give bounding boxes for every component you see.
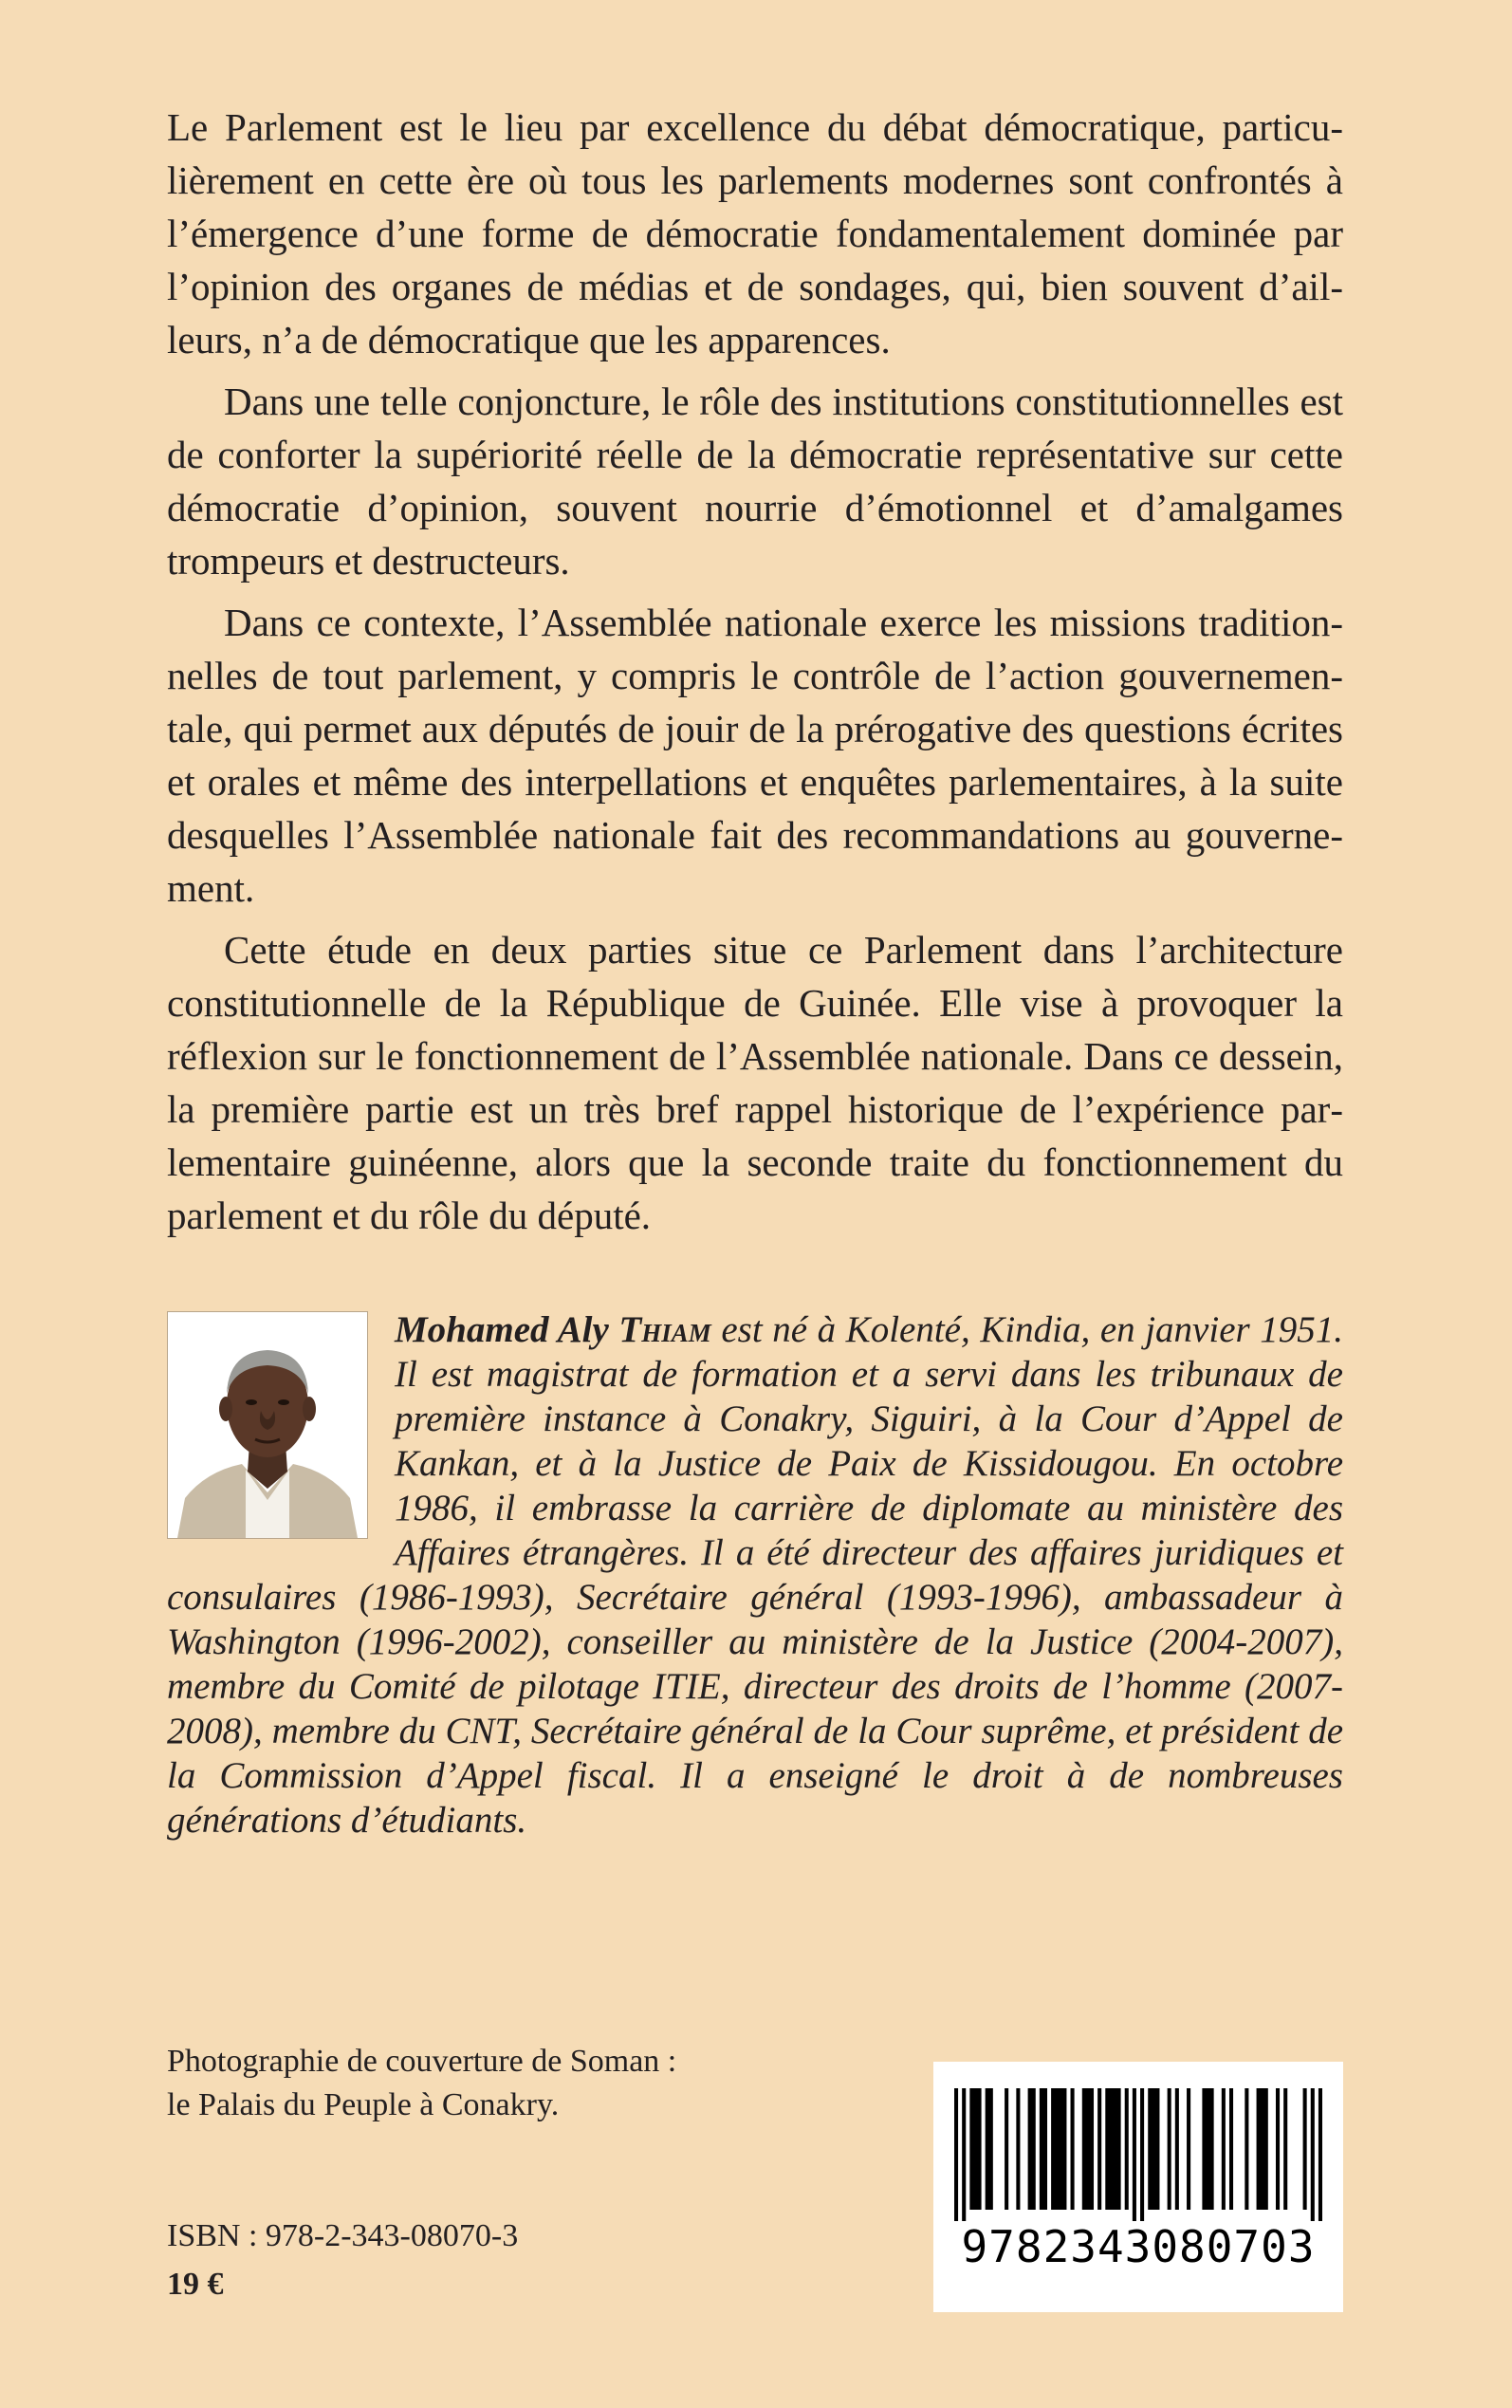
barcode (933, 2062, 1343, 2312)
barcode-bar (969, 2088, 981, 2210)
barcode-bar (1276, 2088, 1280, 2210)
price: 19 € (167, 2267, 224, 2302)
barcode-bar (1097, 2088, 1101, 2210)
barcode-bar (1257, 2088, 1268, 2210)
cover-credit-line-2: le Palais du Peuple à Conakry. (167, 2087, 560, 2122)
barcode-bar (1148, 2088, 1159, 2210)
author-name: Mohamed Aly (395, 1309, 609, 1350)
barcode-bar (1318, 2088, 1322, 2221)
barcode-bar (1311, 2088, 1315, 2221)
barcode-bar (1175, 2088, 1179, 2210)
author-bio-text: est né à Kolenté, Kindia, en janvier 1951. Il est magistrat de formation et a servi dans les tribunaux de première instance à Conakry, Siguiri, à la Cour d’Appel de Kankan, et à la Justice de Paix de Kissidougou. En octobre 1986, il embrasse la carrière de diplomate au ministère des Affaires étrangères. Il a été directeur des affaires juridiques et consulaires (1986-1993), Secrétaire général (1993-1996), ambassadeur à Washington (1996-2002), conseiller au ministère de la Justice (2004-2007), membre du Comité de pilotage ITIE, directeur des droits de l’homme (2007-2008), membre du CNT, Secrétaire général de la Cour suprême, et président de la Commission d’Appel fiscal. Il a enseigné le droit à de nombreuses générations d’étudiants. (167, 1309, 1344, 1841)
barcode-bar (986, 2088, 993, 2210)
barcode-bar (1140, 2088, 1144, 2221)
summary-paragraph-3: Dans ce contexte, l’Assemblée nationale exerce les missions traditionnelles de tout parlement, y compris le contrôle de l’action gouvernementale, qui permet aux députés de jouir de la prérogative des questions écrites et orales et même des interpellations et enquêtes parlementaires, à la suite desquelles l’Assemblée nationale fait des recommandations au gouvernement. (167, 601, 1343, 910)
barcode-bar (1005, 2088, 1008, 2210)
barcode-bar (1187, 2088, 1190, 2210)
back-cover-summary (167, 101, 1343, 1250)
barcode-bar (1202, 2088, 1213, 2210)
barcode-bar (954, 2088, 958, 2221)
barcode-bars (954, 2088, 1322, 2221)
barcode-bar (1168, 2088, 1171, 2210)
barcode-bar (1283, 2088, 1287, 2210)
barcode-digits: 9782343080703 (961, 2221, 1316, 2272)
summary-paragraph-1: Le Parlement est le lieu par excellence du débat démocratique, particulièrement en cette ère où tous les parlements modernes sont confrontés à l’émergence d’une forme de démocratie fondamentalement dominée par l’opinion des organes de médias et de sondages, qui, bien souvent d’ailleurs, n’a de démocratique que les apparences. (167, 105, 1343, 361)
barcode-bar (1125, 2088, 1129, 2210)
barcode-bar (1303, 2088, 1307, 2210)
barcode-bar (1082, 2088, 1094, 2210)
cover-photo-credit (167, 2040, 676, 2127)
summary-paragraph-2: Dans une telle conjoncture, le rôle des institutions constitutionnelles est de conforter la supériorité réelle de la démocratie représentative sur cette démocratie d’opinion, souvent nourrie d’émotionnel et d’amalgames trompeurs et destructeurs. (167, 380, 1343, 583)
barcode-bar (1229, 2088, 1233, 2210)
barcode-bar (1245, 2088, 1248, 2210)
author-bio (167, 1307, 1343, 1843)
author-surname: Thiam (618, 1309, 711, 1350)
barcode-bar (1222, 2088, 1226, 2210)
barcode-bar (1040, 2088, 1047, 2210)
barcode-bar (1028, 2088, 1036, 2210)
barcode-bar (1016, 2088, 1020, 2210)
barcode-bar (1105, 2088, 1120, 2210)
barcode-bar (1051, 2088, 1066, 2210)
summary-paragraph-4: Cette étude en deux parties situe ce Parlement dans l’architecture constitutionnelle de la République de Guinée. Elle vise à provoquer la réflexion sur le fonctionnement de l’Assemblée nationale. Dans ce dessein, la première partie est un très bref rappel historique de l’expérience parlementaire guinéenne, alors que la seconde traite du fonctionnement du parlement et du rôle du député. (167, 928, 1343, 1237)
barcode-bar (1071, 2088, 1075, 2210)
isbn: ISBN : 978-2-343-08070-3 (167, 2218, 519, 2253)
barcode-bar (962, 2088, 966, 2221)
cover-credit-line-1: Photographie de couverture de Soman : (167, 2044, 677, 2079)
barcode-bar (1133, 2088, 1136, 2221)
